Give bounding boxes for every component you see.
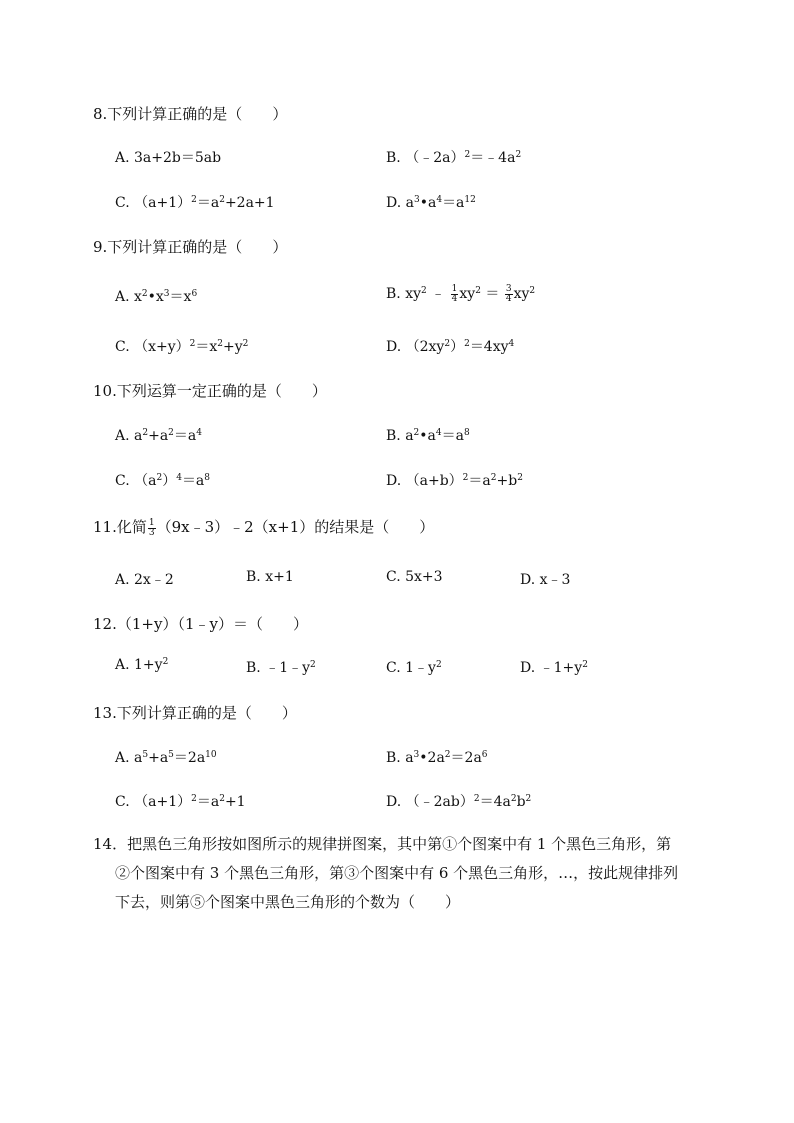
q9-option-c: C. $(x+y)^2=x^2+y^2$ (115, 339, 249, 355)
question-11-stem: 11.化简 $\frac{1}{3}$ （9x﹣3）﹣2（x+1）的结果是（ ） (93, 517, 435, 538)
q12-option-d: D. $﹣1+y^2$ (520, 660, 588, 676)
question-14-paragraph (93, 830, 705, 917)
fraction-one-third: $\frac{1}{3}$ (148, 517, 155, 538)
question-13-stem: 13.下列计算正确的是（ ） (93, 704, 297, 722)
q12-option-a: A. $1+y^2$ (115, 657, 169, 673)
q11-option-b: B. x+1 (246, 569, 294, 585)
question-14-line-1: 14．把黑色三角形按如图所示的规律拼图案，其中第①个图案中有 1 个黑色三角形，第 (93, 835, 672, 853)
q9-option-d: D. $(2xy^2)^2=4xy^4$ (386, 339, 515, 355)
q10-option-d: D. $(a+b)^2=a^2+b^2$ (386, 473, 523, 489)
question-12-stem: 12.（1+y）（1﹣y）＝（ ） (93, 615, 308, 633)
q13-option-a: A. $a^5+a^5=2a^{10}$ (115, 750, 217, 766)
q11-option-c: C. 5x+3 (386, 569, 443, 585)
question-8-stem: 8.下列计算正确的是（ ） (93, 105, 288, 123)
q12-option-c: C. $1﹣y^2$ (386, 660, 442, 676)
question-10-stem: 10.下列运算一定正确的是（ ） (93, 382, 327, 400)
q13-option-d: D. $(﹣2ab)^2=4a^2b^2$ (386, 794, 532, 810)
q10-option-a: A. $a^2+a^2=a^4$ (115, 428, 202, 444)
q8-option-d: D. $a^3•a^4=a^{12}$ (386, 195, 476, 211)
q11-option-d: D. x﹣3 (520, 572, 571, 588)
question-9-stem: 9.下列计算正确的是（ ） (93, 238, 288, 256)
q8-option-c: C. $(a+1)^2=a^2+2a+1$ (115, 195, 275, 211)
q10-option-b: B. $a^2•a^4=a^8$ (386, 428, 470, 444)
q10-option-c: C. $(a^2)^4=a^8$ (115, 473, 211, 489)
question-14-line-2: ②个图案中有 3 个黑色三角形，第③个图案中有 6 个黑色三角形，…，按此规律排列 (115, 864, 679, 882)
fraction-three-quarters: $\frac{3}{4}$ (505, 283, 512, 304)
q12-option-b: B. $﹣1﹣y^2$ (246, 660, 316, 676)
q8-option-a: A. 3a+2b＝5ab (115, 150, 222, 166)
fraction-one-quarter: $\frac{1}{4}$ (451, 283, 458, 304)
q13-option-b: B. $a^3•2a^2=2a^6$ (386, 750, 488, 766)
q13-option-c: C. $(a+1)^2=a^2+1$ (115, 794, 246, 810)
q8-option-b: B. $(﹣2a)^2=﹣4a^2$ (386, 150, 522, 166)
q9-option-a: A. $x^2•x^3=x^6$ (115, 289, 198, 305)
question-14-line-3: 下去，则第⑤个图案中黑色三角形的个数为（ ） (115, 893, 461, 911)
q9-option-b: B. $xy^2$ ﹣ $\frac{1}{4}$ $xy^2$ ＝ $\frac{3}{4}$ $xy^2$ (386, 283, 536, 304)
q11-option-a: A. 2x﹣2 (115, 572, 174, 588)
